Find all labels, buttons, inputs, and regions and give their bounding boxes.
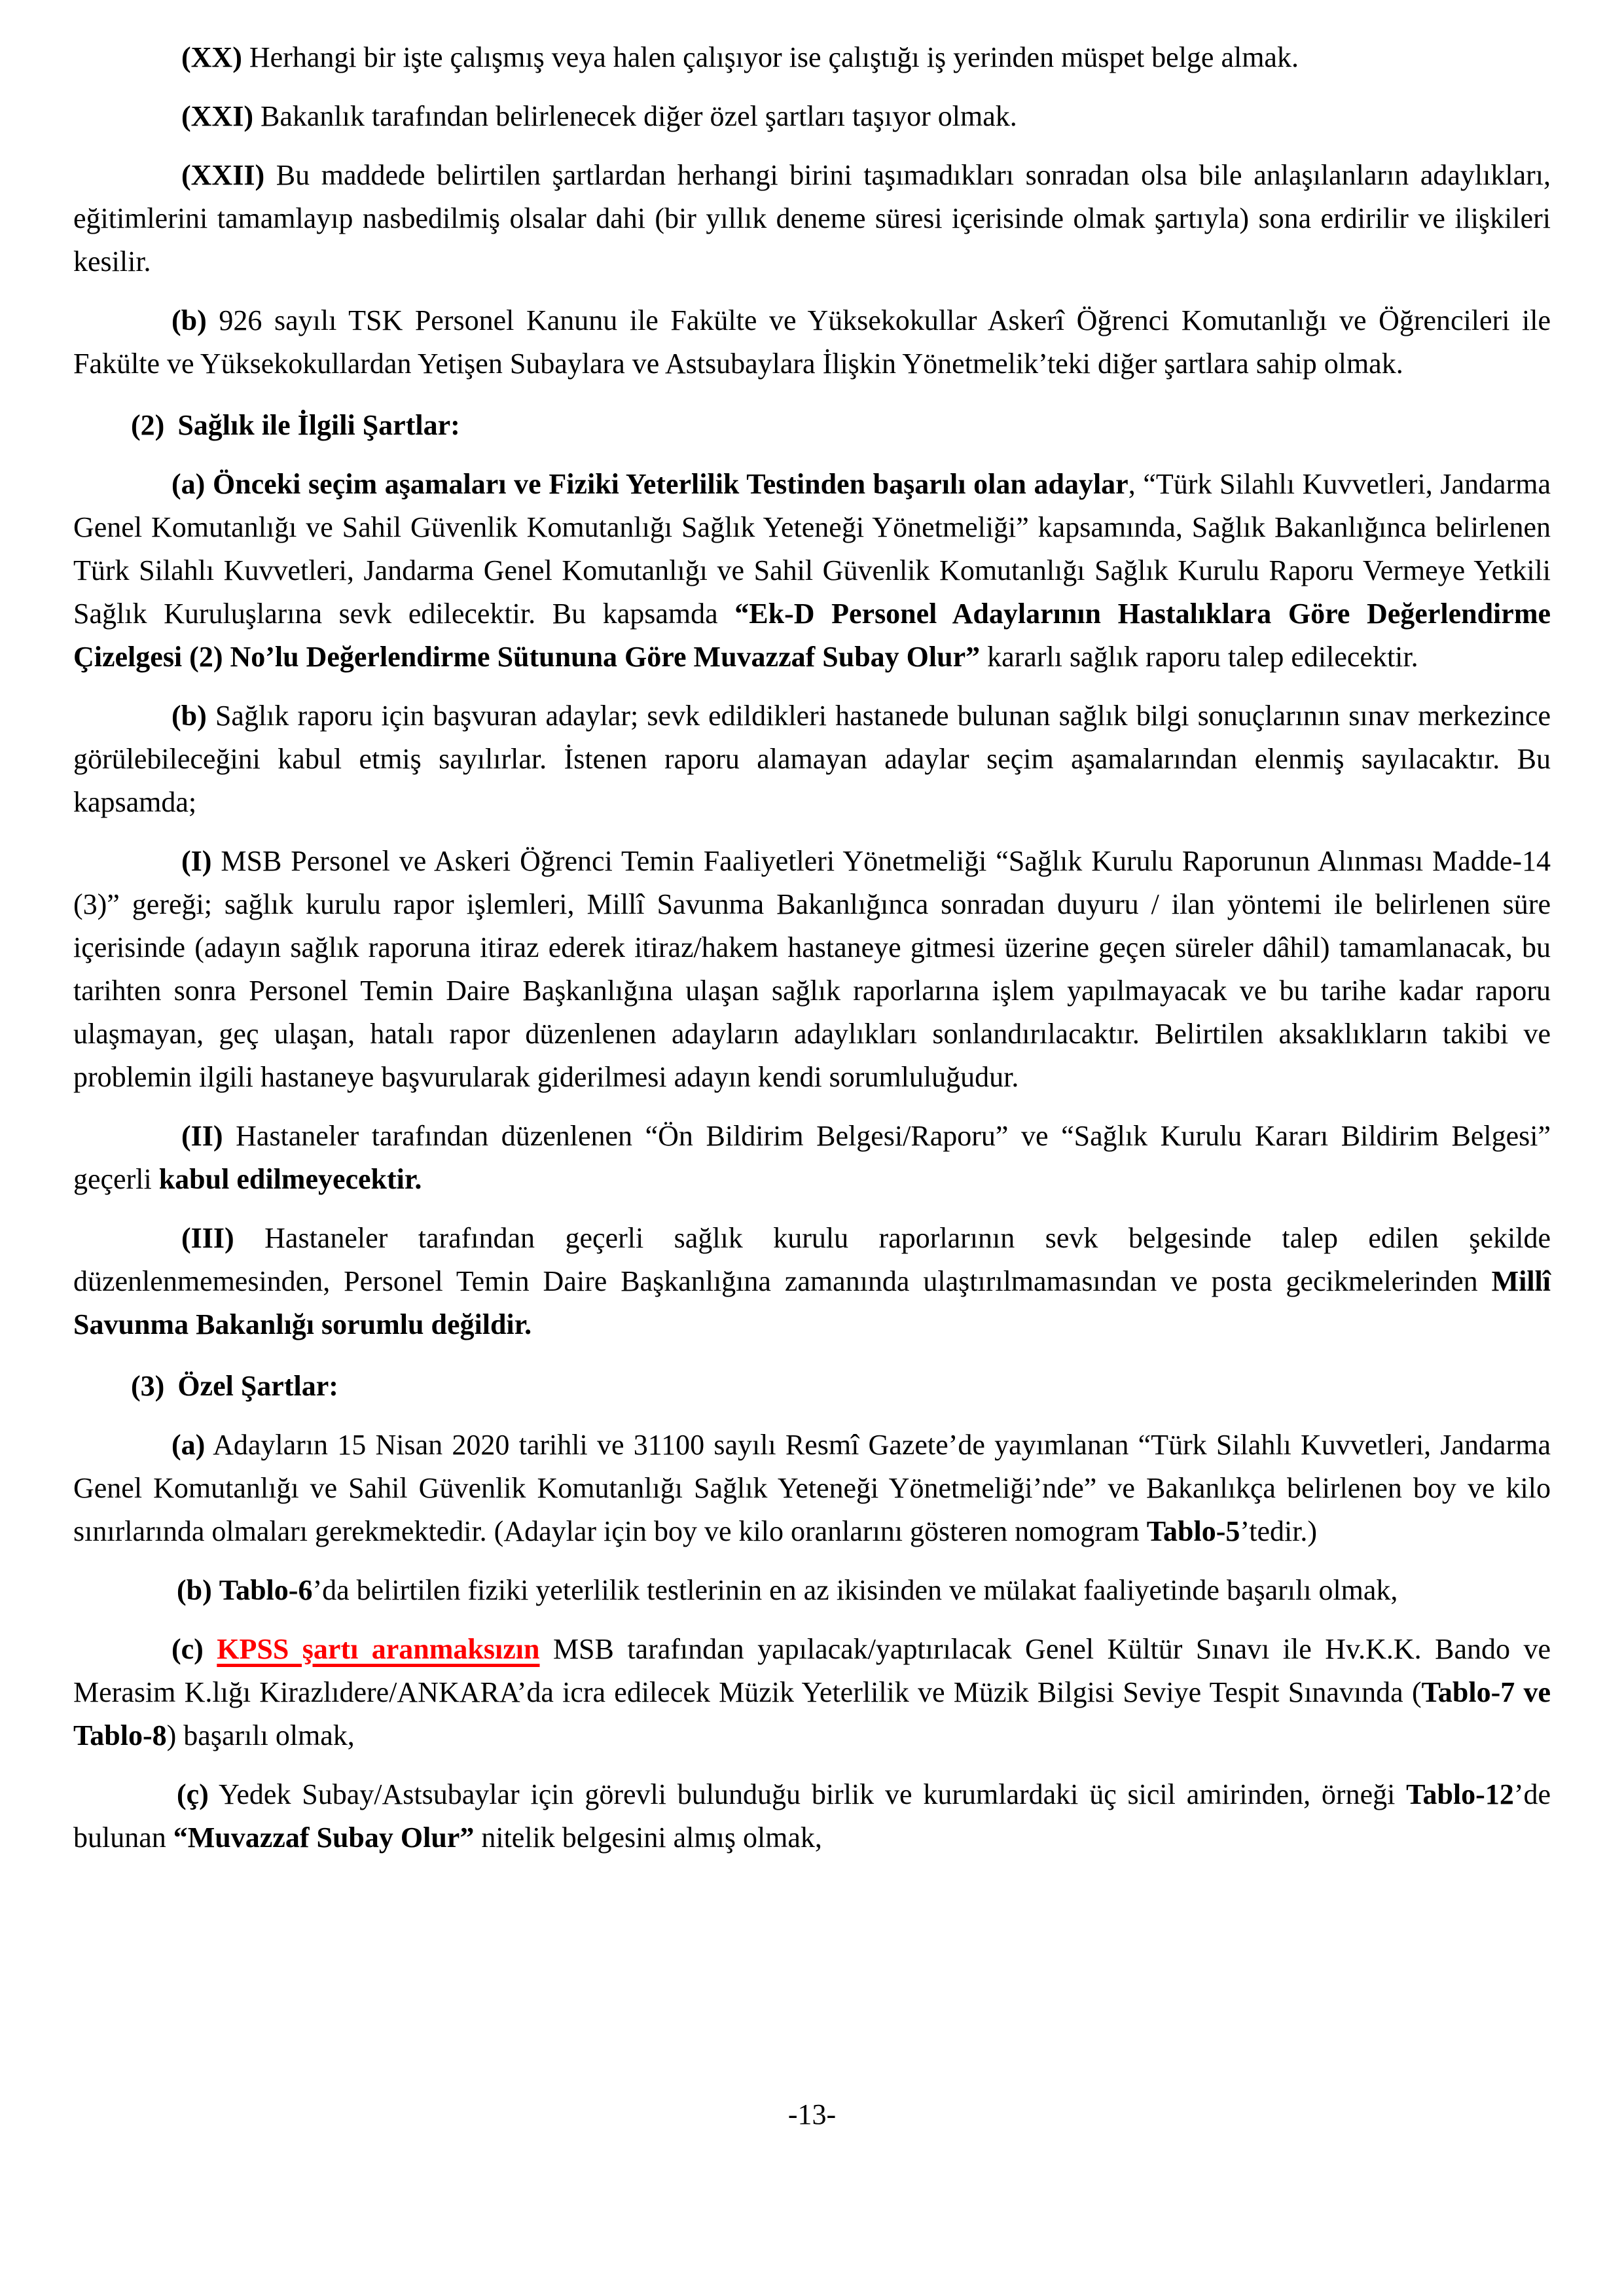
paragraph-s2-a-marker: (a) bbox=[171, 468, 206, 500]
paragraph-s2-a-bold-quote: “Ek-D Personel Adaylarının Hastalıklara Göre Değerlendirme Çizelgesi (2) No’lu Değerlendirme Sütununa Göre Muvazzaf Subay Olur” bbox=[73, 598, 1551, 673]
paragraph-s2-b-i-text: MSB Personel ve Askeri Öğrenci Temin Faaliyetleri Yönetmeliği “Sağlık Kurulu Raporunun Alınması Madde-14 (3)” gereği; sağlık kurulu rapor işlemleri, Millî Savunma Bakanlığınca sonradan duyuru / ilan yöntemi ile belirlenen süre içerisinde (adayın sağlık raporuna itiraz ederek itiraz/hakem hastaneye gitmesi üzerine geçen süreler dâhil) tamamlanacak, bu tarihten sonra Personel Temin Daire Başkanlığına ulaşan sağlık raporlarına işlem yapılmayacak ve bu tarihe kadar raporu ulaşmayan, geç ulaşan, hatalı rapor düzenlenen adayların adaylıkları sonlandırılacaktır. Belirtilen aksaklıkların takibi ve problemin ilgili hastaneye başvurularak giderilmesi adayın kendi sorumluluğudur. bbox=[73, 845, 1551, 1093]
paragraph-s3-c-cedilla-text: Yedek Subay/Astsubaylar için görevli bulunduğu birlik ve kurumlardaki üç sicil amirinden, örneği bbox=[208, 1778, 1407, 1810]
paragraph-s2-b-ii bbox=[73, 1115, 1551, 1201]
paragraph-s2-b-ii-marker: (II) bbox=[181, 1120, 223, 1152]
paragraph-s2-b-iii-text: Hastaneler tarafından geçerli sağlık kurulu raporlarının sevk belgesinde talep edilen şekilde düzenlenmemesinden, Personel Temin Daire Başkanlığına zamanında ulaştırılmamasından ve posta gecikmelerinden bbox=[73, 1222, 1551, 1297]
paragraph-s2-b bbox=[73, 694, 1551, 824]
paragraph-s3-b-bold-ref: Tablo-6 bbox=[219, 1574, 313, 1606]
heading-2-title: Sağlık ile İlgili Şartlar: bbox=[177, 409, 460, 441]
paragraph-xxii-text: Bu maddede belirtilen şartlardan herhangi birini taşımadıkları sonradan olsa bile anlaşılanların adaylıkları, eğitimlerini tamamlayıp nasbedilmiş olsalar dahi (bir yıllık deneme süresi içerisinde olmak şartıyla) sona erdirilir ve ilişkileri kesilir. bbox=[73, 159, 1551, 278]
heading-3-title: Özel Şartlar: bbox=[177, 1370, 338, 1402]
paragraph-s3-a-marker: (a) bbox=[171, 1429, 206, 1461]
paragraph-s2-a bbox=[73, 463, 1551, 679]
paragraph-s3-a-text-end: ’tedir.) bbox=[1240, 1515, 1318, 1547]
paragraph-xxii-marker: (XXII) bbox=[181, 159, 265, 191]
paragraph-s3-c-text-mid: MSB tarafından yapılacak/yaptırılacak Genel Kültür Sınavı ile Hv.K.K. Bando ve Merasim K.lığı Kirazlıdere/ANKARA’da icra edilecek Müzik Yeterlilik ve Müzik Bilgisi Seviye Tespit Sınavında ( bbox=[73, 1633, 1551, 1708]
page-number: -13- bbox=[787, 2098, 837, 2130]
paragraph-s3-c-bold-ref: Tablo-7 ve Tablo-8 bbox=[73, 1676, 1551, 1751]
paragraph-s2-b-ii-text: Hastaneler tarafından düzenlenen “Ön Bildirim Belgesi/Raporu” ve “Sağlık Kurulu Kararı Bildirim Belgesi” geçerli bbox=[73, 1120, 1551, 1195]
paragraph-s3-c-cedilla-bold-ref1: Tablo-12 bbox=[1406, 1778, 1514, 1810]
paragraph-s3-b bbox=[73, 1569, 1551, 1612]
paragraph-xx-text: Herhangi bir işte çalışmış veya halen çalışıyor ise çalıştığı iş yerinden müspet belge almak. bbox=[242, 41, 1299, 73]
paragraph-xxi-text: Bakanlık tarafından belirlenecek diğer özel şartları taşıyor olmak. bbox=[253, 100, 1017, 132]
paragraph-s3-a-bold-ref: Tablo-5 bbox=[1146, 1515, 1240, 1547]
paragraph-s2-b-i bbox=[73, 840, 1551, 1099]
paragraph-s3-c-cedilla bbox=[73, 1773, 1551, 1859]
paragraph-s3-c-cedilla-bold-ref2: “Muvazzaf Subay Olur” bbox=[173, 1821, 475, 1854]
paragraph-xx bbox=[73, 36, 1551, 79]
paragraph-s2-b-iii-bold-end: Millî Savunma Bakanlığı sorumlu değildir. bbox=[73, 1265, 1551, 1340]
paragraph-s2-a-text-end: kararlı sağlık raporu talep edilecektir. bbox=[980, 641, 1418, 673]
paragraph-xxii bbox=[73, 154, 1551, 283]
paragraph-s2-b-text: Sağlık raporu için başvuran adaylar; sevk edildikleri hastanede bulunan sağlık bilgi sonuçlarının sınav merkezince görülebileceğini kabul etmiş sayılırlar. İstenen raporu alamayan adaylar seçim aşamalarından elenmiş sayılacaktır. Bu kapsamda; bbox=[73, 700, 1551, 818]
paragraph-s3-c-cedilla-text-end: nitelik belgesini almış olmak, bbox=[474, 1821, 822, 1854]
paragraph-s3-c-cedilla-text-mid: ’de bulunan bbox=[73, 1778, 1551, 1854]
heading-2-number: (2) bbox=[131, 409, 165, 441]
heading-saglik-ile-ilgili-sartlar bbox=[73, 404, 1551, 447]
paragraph-b-926-text: 926 sayılı TSK Personel Kanunu ile Fakülte ve Yüksekokullar Askerî Öğrenci Komutanlığı ve Öğrencileri ile Fakülte ve Yüksekokullardan Yetişen Subaylara ve Astsubaylara İlişkin Yönetmelik’teki diğer şartlara sahip olmak. bbox=[73, 304, 1551, 380]
paragraph-s2-b-iii-marker: (III) bbox=[181, 1222, 234, 1254]
paragraph-b-926-marker: (b) bbox=[171, 304, 207, 336]
paragraph-s3-c-cedilla-marker: (ç) bbox=[177, 1778, 209, 1810]
heading-ozel-sartlar bbox=[73, 1365, 1551, 1408]
paragraph-s3-c bbox=[73, 1628, 1551, 1757]
paragraph-s3-b-marker: (b) bbox=[177, 1574, 212, 1606]
paragraph-s2-b-iii bbox=[73, 1217, 1551, 1346]
paragraph-s3-c-text-end: ) başarılı olmak, bbox=[166, 1719, 355, 1751]
paragraph-xxi-marker: (XXI) bbox=[181, 100, 253, 132]
paragraph-s2-b-ii-bold-end: kabul edilmeyecektir. bbox=[158, 1163, 422, 1195]
paragraph-s3-a bbox=[73, 1424, 1551, 1553]
heading-3-number: (3) bbox=[131, 1370, 165, 1402]
paragraph-s2-a-bold-lead: Önceki seçim aşamaları ve Fiziki Yeterlilik Testinden başarılı olan adaylar bbox=[205, 468, 1128, 500]
paragraph-xxi bbox=[73, 95, 1551, 138]
paragraph-s2-a-text-mid: , “Türk Silahlı Kuvvetleri, Jandarma Genel Komutanlığı ve Sahil Güvenlik Komutanlığı Sağlık Yeteneği Yönetmeliği” kapsamında, Sağlık Bakanlığınca belirlenen Türk Silahlı Kuvvetleri, Jandarma Genel Komutanlığı ve Sahil Güvenlik Komutanlığı Sağlık Kurulu Raporu Vermeye Yetkili Sağlık Kuruluşlarına sevk edilecektir. Bu kapsamda bbox=[73, 468, 1551, 630]
kpss-requirement-highlight: KPSS şartı aranmaksızın bbox=[217, 1633, 540, 1665]
paragraph-s2-b-i-marker: (I) bbox=[181, 845, 212, 877]
paragraph-s3-a-text: Adayların 15 Nisan 2020 tarihli ve 31100 sayılı Resmî Gazete’de yayımlanan “Türk Silahlı Kuvvetleri, Jandarma Genel Komutanlığı ve Sahil Güvenlik Komutanlığı Sağlık Yeteneği Yönetmeliği’nde” ve Bakanlıkça belirlenen boy ve kilo sınırlarında olmaları gerekmektedir. (Adaylar için boy ve kilo oranlarını gösteren nomogram bbox=[73, 1429, 1551, 1547]
paragraph-s3-b-text-end: ’da belirtilen fiziki yeterlilik testlerinin en az ikisinden ve mülakat faaliyetinde başarılı olmak, bbox=[312, 1574, 1398, 1606]
paragraph-xx-marker: (XX) bbox=[181, 41, 242, 73]
paragraph-b-926 bbox=[73, 299, 1551, 386]
paragraph-s3-c-marker: (c) bbox=[171, 1633, 204, 1665]
paragraph-s2-b-marker: (b) bbox=[171, 700, 207, 732]
